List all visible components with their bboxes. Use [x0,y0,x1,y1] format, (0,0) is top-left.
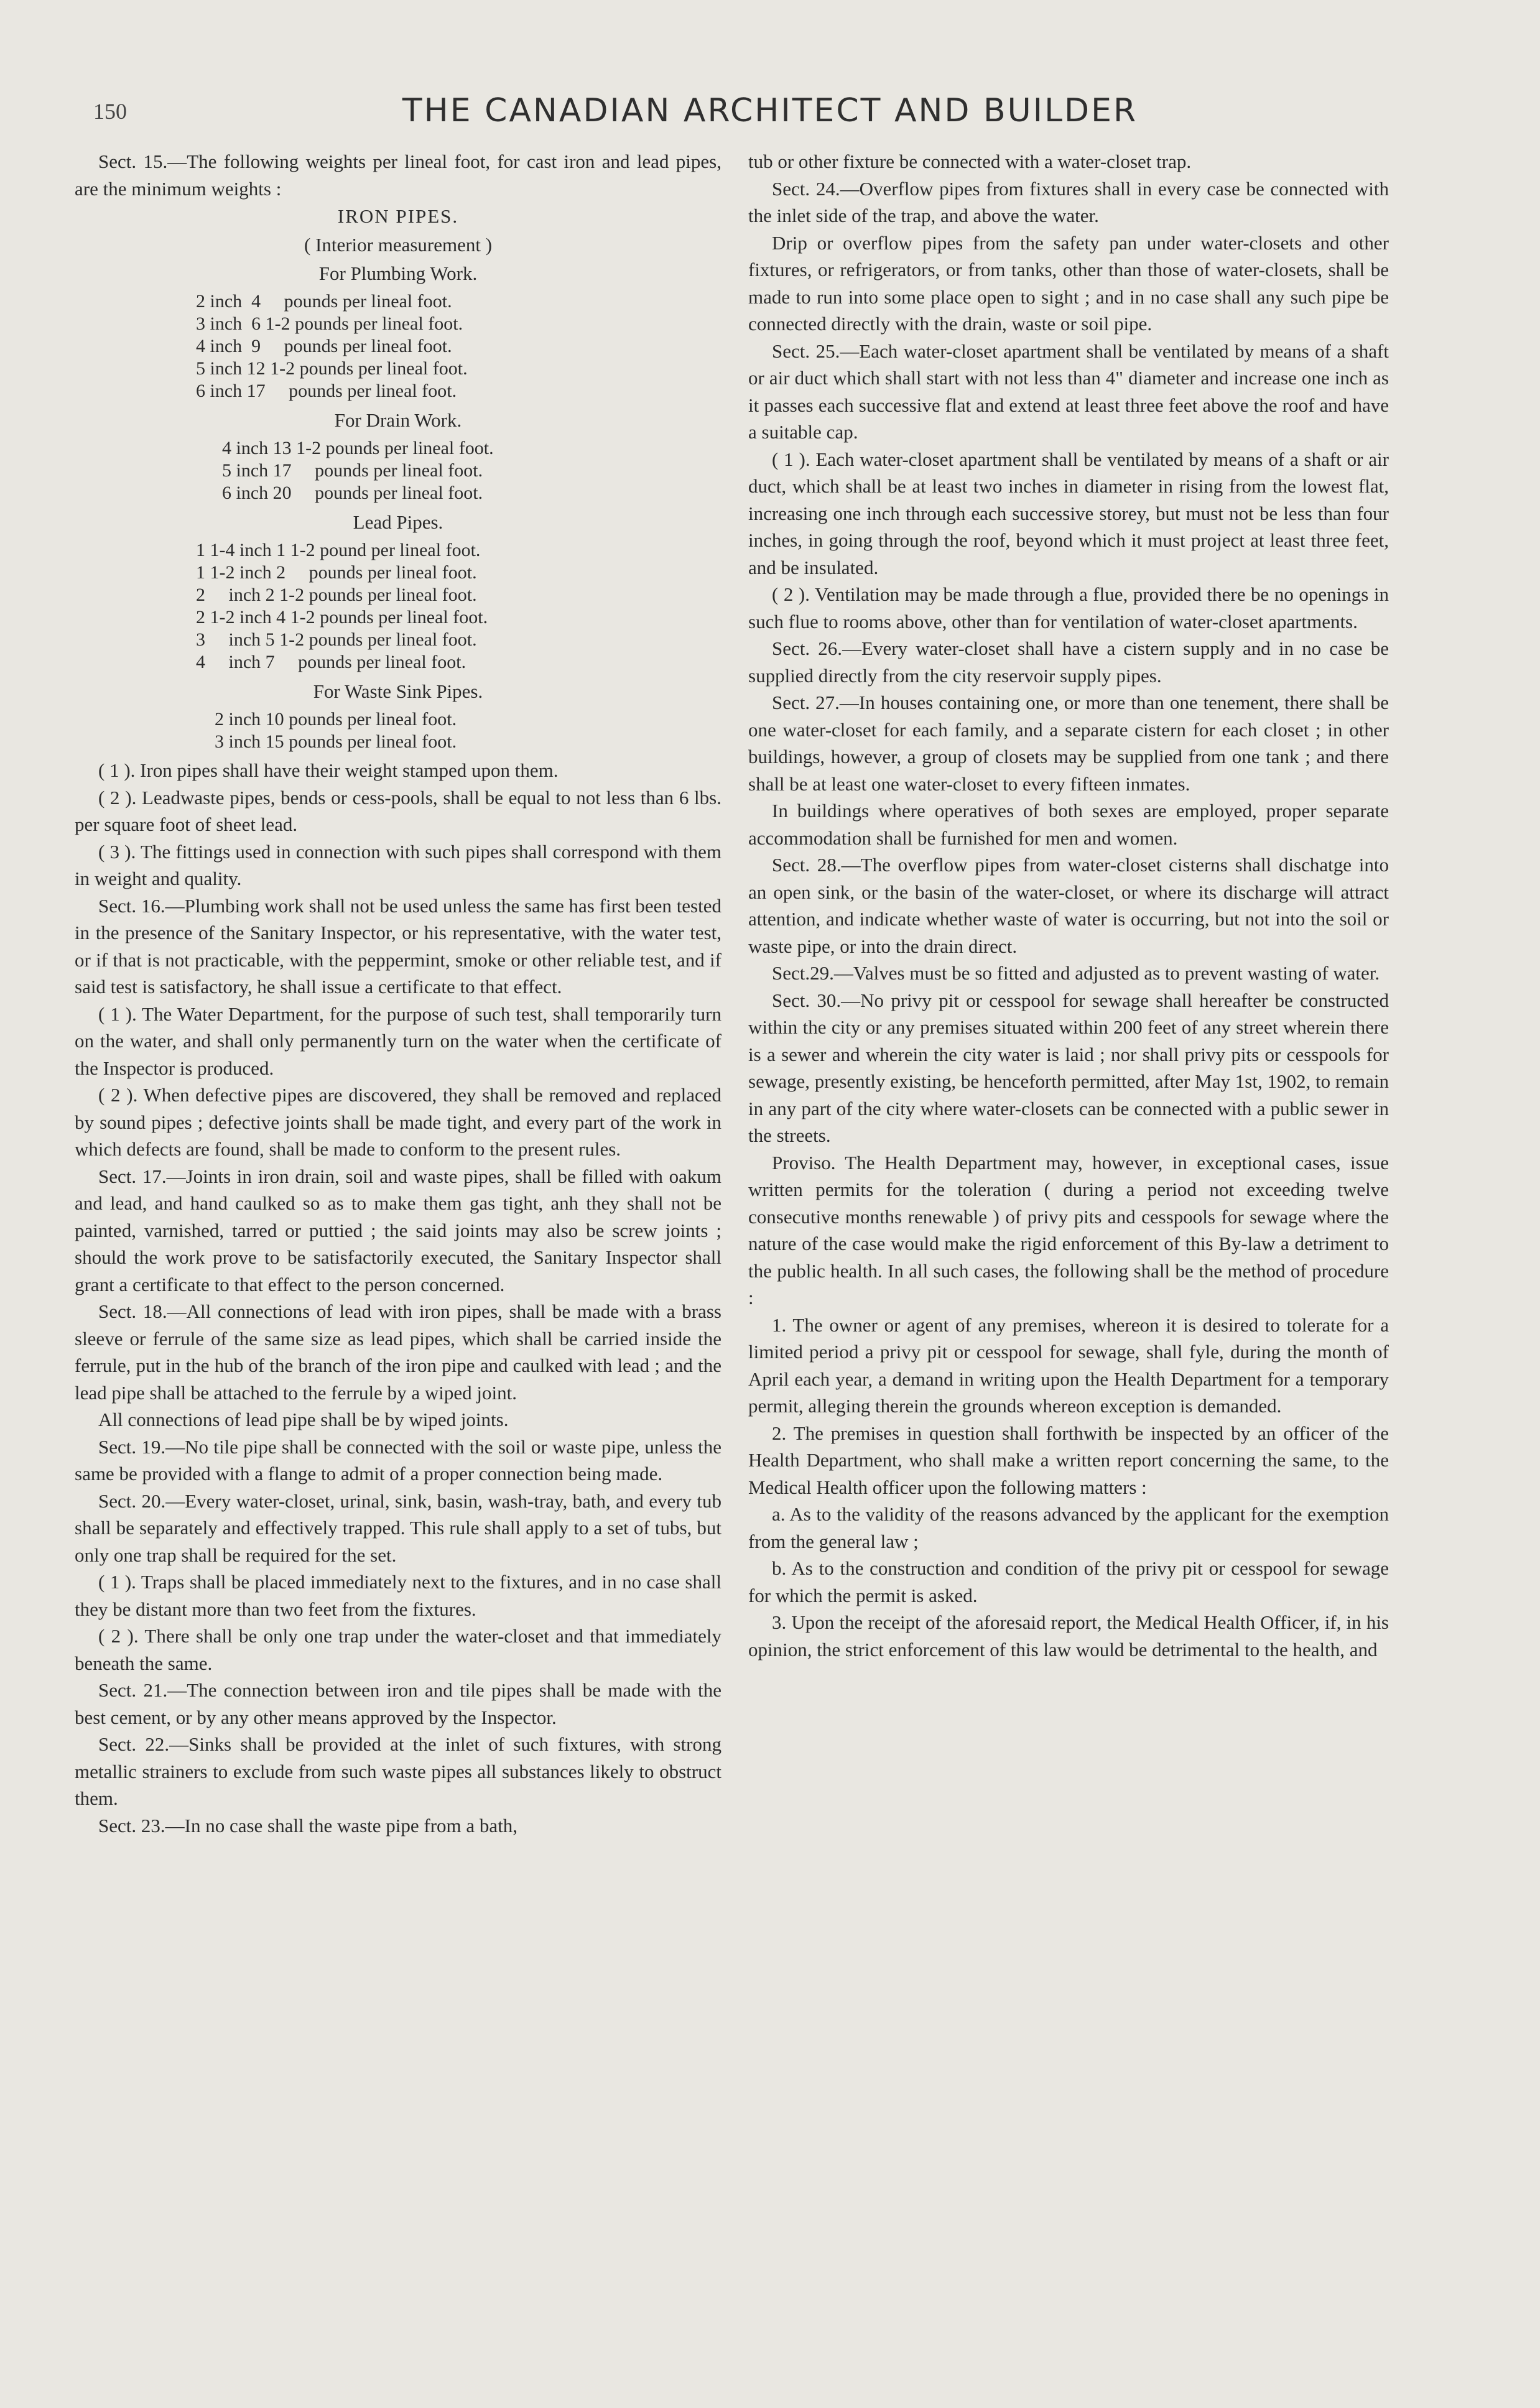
paragraph: ( 1 ). Each water-closet apartment shall be ventilated by means of a shaft or air duct, which shall be at least two inches in diameter in rising from the lowest flat, increasing one inch through each successive storey, but must not be less than four inches, in going through the roof, beyond which it must project at least three feet, and be insulated. [748,448,1389,578]
paragraph: Proviso. The Health Department may, however, in exceptional cases, issue written permits for the toleration ( during a period not exceeding twelve consecutive months renewable ) of privy pits and cesspools for sewage where the nature of the case would make the rigid enforcement of this By-law a detriment to the public health. In all such cases, the following shall be the method of procedure : [748,1151,1389,1308]
table-row: 5 inch 17 pounds per lineal foot. [222,460,483,481]
paragraph: Sect.29.—Valves must be so fitted and adjusted as to prevent wasting of water. [772,962,1380,984]
paragraph: Sect. 22.—Sinks shall be provided at the inlet of such fixtures, with strong metallic strainers to exclude from such waste pipes all substances likely to obstruct them. [75,1733,721,1809]
paragraph: 2. The premises in question shall forthwith be inspected by an officer of the Health Department, who shall make a written report concerning the same, to the Medical Health officer upon the following matters : [748,1422,1389,1498]
paragraph: In buildings where operatives of both sexes are employed, proper separate accommodation shall be furnished for men and women. [748,800,1389,849]
paragraph: Drip or overflow pipes from the safety pan under water-closets and other fixtures, or refrigerators, or from tanks, other than those of water-closets, shall be made to run into some place open to sight ; and in no case shall any such pipe be connected directly with the drain, waste or soil pipe. [748,231,1389,335]
table-row: 1 1-4 inch 1 1-2 pound per lineal foot. [196,540,481,560]
paragraph: ( 1 ). Iron pipes shall have their weight stamped upon them. [98,759,559,781]
paragraph: Sect. 18.—All connections of lead with iron pipes, shall be made with a brass sleeve or ferrule of the same size as lead pipes, which shall be carried inside the ferrule, put in the hub of the branch of the iron pipe and caulked with lead ; and the lead pipe shall be attached to the ferrule by a wiped joint. [75,1300,721,1404]
table-row: 3 inch 6 1-2 pounds per lineal foot. [196,313,463,334]
right-column [748,148,1389,1663]
paragraph: ( 2 ). Leadwaste pipes, bends or cess-pools, shall be equal to not less than 6 lbs. per square foot of sheet lead. [75,786,721,835]
weights-table-drain [75,437,721,504]
paragraph: tub or other fixture be connected with a water-closet trap. [748,150,1192,172]
table-row: 4 inch 9 pounds per lineal foot. [196,336,452,356]
table-row: 2 1-2 inch 4 1-2 pounds per lineal foot. [196,607,488,627]
table-row: 6 inch 17 pounds per lineal foot. [196,381,457,401]
paragraph: ( 2 ). When defective pipes are discovered, they shall be removed and replaced by sound pipes ; defective joints shall be made tight, and every part of the work in which defects are found, shall be made to conform to the present rules. [75,1084,721,1160]
paragraph: ( 2 ). There shall be only one trap under the water-closet and that immediately beneath the same. [75,1625,721,1674]
weights-table-plumbing [75,290,721,402]
paragraph: 3. Upon the receipt of the aforesaid report, the Medical Health Officer, if, in his opinion, the strict enforcement of this law would be detrimental to the health, and [748,1611,1389,1660]
section-subheading: ( Interior measurement ) [304,234,493,256]
section-subheading: For Plumbing Work. [318,262,478,284]
paragraph: b. As to the construction and condition of the privy pit or cesspool for sewage for which the permit is asked. [748,1557,1389,1606]
paragraph: ( 3 ). The fittings used in connection with such pipes shall correspond with them in weight and quality. [75,840,721,889]
paragraph: a. As to the validity of the reasons advanced by the applicant for the exemption from the general law ; [748,1503,1389,1552]
paragraph: Sect. 17.—Joints in iron drain, soil and waste pipes, shall be filled with oakum and lead, and hand caulked so as to make them gas tight, anh they shall not be painted, varnished, tarred or puttied ; the said joints may also be screw joints ; should the work prove to be satisfactorily executed, the Sanitary Inspector shall grant a certificate to that effect to the person concerned. [75,1165,721,1295]
paragraph: Sect. 15.—The following weights per lineal foot, for cast iron and lead pipes, are the minimum weights : [75,150,721,200]
paragraph: Sect. 16.—Plumbing work shall not be used unless the same has first been tested in the presence of the Sanitary Inspector, or his representative, with the water test, or if that is not practicable, with the peppermint, smoke or other reliable test, and if said test is satisfactory, he shall issue a certificate to that effect. [75,894,721,998]
paragraph: Sect. 20.—Every water-closet, urinal, sink, basin, wash-tray, bath, and every tub shall be separately and effectively trapped. This rule shall apply to a set of tubs, but only one trap shall be required for the set. [75,1489,721,1566]
table-row: 2 inch 2 1-2 pounds per lineal foot. [196,585,477,605]
table-row: 6 inch 20 pounds per lineal foot. [222,483,483,503]
paragraph: 1. The owner or agent of any premises, whereon it is desired to tolerate for a limited period a privy pit or cesspool for sewage, shall fyle, during the month of April each year, a demand in writing upon the Health Department for a temporary permit, alleging therein the grounds whereon exception is demanded. [748,1313,1389,1417]
section-heading: IRON PIPES. [337,205,459,227]
section-subheading: For Waste Sink Pipes. [313,680,483,702]
paragraph: Sect. 28.—The overflow pipes from water-closet cisterns shall dischatge into an open sink, or the basin of the water-closet, or where its discharge will attract attention, and indicate whether waste of water is occurring, but not into the soil or waste pipe, or into the drain direct. [748,854,1389,957]
weights-table-lead [75,539,721,674]
paragraph: Sect. 19.—No tile pipe shall be connected with the soil or waste pipe, unless the same be provided with a flange to admit of a proper connection being made. [75,1435,721,1484]
paragraph: Sect. 25.—Each water-closet apartment shall be ventilated by means of a shaft or air duct which shall start with not less than 4" diameter and increase one inch as it passes each successive flat and extend at least three feet above the roof and have a suitable cap. [748,340,1389,443]
table-row: 3 inch 5 1-2 pounds per lineal foot. [196,629,477,650]
table-row: 4 inch 7 pounds per lineal foot. [196,652,466,672]
section-subheading: For Drain Work. [334,409,462,431]
masthead-title: THE CANADIAN ARCHITECT AND BUILDER [402,92,1138,129]
table-row: 1 1-2 inch 2 pounds per lineal foot. [196,562,477,583]
paragraph: ( 1 ). The Water Department, for the purpose of such test, shall temporarily turn on the water, and shall only permanently turn on the water when the certificate of the Inspector is produced. [75,1003,721,1079]
weights-table-waste [75,708,721,753]
left-column [75,148,721,1839]
paragraph: ( 2 ). Ventilation may be made through a flue, provided there be no openings in such flue to rooms above, other than for ventilation of water-closet apartments. [748,583,1389,632]
paragraph: All connections of lead pipe shall be by wiped joints. [98,1409,509,1430]
paragraph: Sect. 26.—Every water-closet shall have a cistern supply and in no case be supplied directly from the city reservoir supply pipes. [748,637,1389,687]
paragraph: Sect. 27.—In houses containing one, or more than one tenement, there shall be one water-closet for each family, and a separate cistern for each closet ; in other buildings, however, a group of closets may be supplied from one tank ; and there shall be at least one water-closet to every fifteen inmates. [748,692,1389,795]
table-row: 4 inch 13 1-2 pounds per lineal foot. [222,438,494,458]
paragraph: Sect. 21.—The connection between iron and tile pipes shall be made with the best cement, or by any other means approved by the Inspector. [75,1679,721,1728]
table-row: 3 inch 15 pounds per lineal foot. [215,731,457,752]
table-row: 2 inch 10 pounds per lineal foot. [215,709,457,729]
table-row: 2 inch 4 pounds per lineal foot. [196,291,452,312]
paragraph: ( 1 ). Traps shall be placed immediately next to the fixtures, and in no case shall they be distant more than two feet from the fixtures. [75,1571,721,1620]
table-row: 5 inch 12 1-2 pounds per lineal foot. [196,358,468,379]
section-subheading: Lead Pipes. [353,511,443,533]
paragraph: Sect. 24.—Overflow pipes from fixtures shall in every case be connected with the inlet side of the trap, and above the water. [748,177,1389,226]
paragraph: Sect. 23.—In no case shall the waste pipe from a bath, [98,1814,518,1836]
paragraph: Sect. 30.—No privy pit or cesspool for sewage shall hereafter be constructed within the city or any premises situated within 200 feet of any street wherein there is a sewer and wherein the city water is laid ; nor shall privy pits or cesspools for sewage, presently existing, be henceforth permitted, after May 1st, 1902, to remain in any part of the city where water-closets can be connected with a public sewer in the streets. [748,989,1389,1146]
page-number: 150 [93,99,127,124]
